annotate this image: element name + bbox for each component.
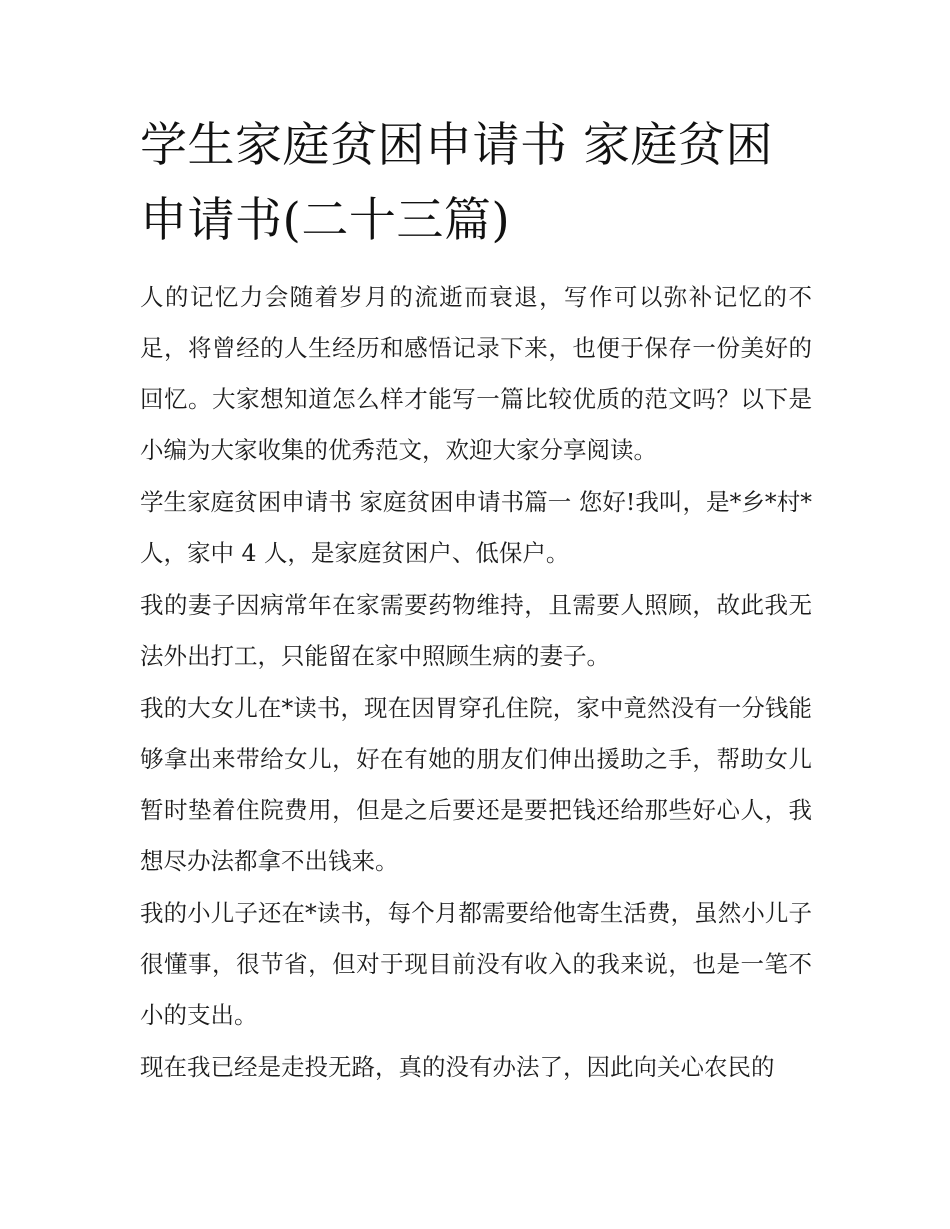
paragraph-intro: 人的记忆力会随着岁月的流逝而衰退，写作可以弥补记忆的不足，将曾经的人生经历和感悟记录下来，也便于保存一份美好的回忆。大家想知道怎么样才能写一篇比较优质的范文吗？以下是小编为大家收集的优秀范文，欢迎大家分享阅读。 — [140, 283, 812, 464]
paragraph-son: 我的小儿子还在*读书，每个月都需要给他寄生活费，虽然小儿子很懂事，很节省，但对于现目前没有收入的我来说，也是一笔不小的支出。 — [140, 899, 812, 1029]
paragraph-daughter: 我的大女儿在*读书，现在因胃穿孔住院，家中竟然没有一分钱能够拿出来带给女儿，好在有她的朋友们伸出援助之手，帮助女儿暂时垫着住院费用，但是之后要还是要把钱还给那些好心人，我想尽办法都拿不出钱来。 — [140, 694, 812, 875]
document-body — [140, 108, 812, 1094]
paragraph-greeting: 学生家庭贫困申请书 家庭贫困申请书篇一 您好!我叫，是*乡*村*人，家中 4 人，是家庭贫困户、低保户。 — [140, 488, 812, 567]
paragraph-request: 现在我已经是走投无路，真的没有办法了，因此向关心农民的 — [140, 1053, 775, 1081]
paragraph-wife: 我的妻子因病常年在家需要药物维持，且需要人照顾，故此我无法外出打工，只能留在家中照顾生病的妻子。 — [140, 591, 812, 670]
document-title: 学生家庭贫困申请书 家庭贫困申请书(二十三篇) — [140, 118, 773, 248]
